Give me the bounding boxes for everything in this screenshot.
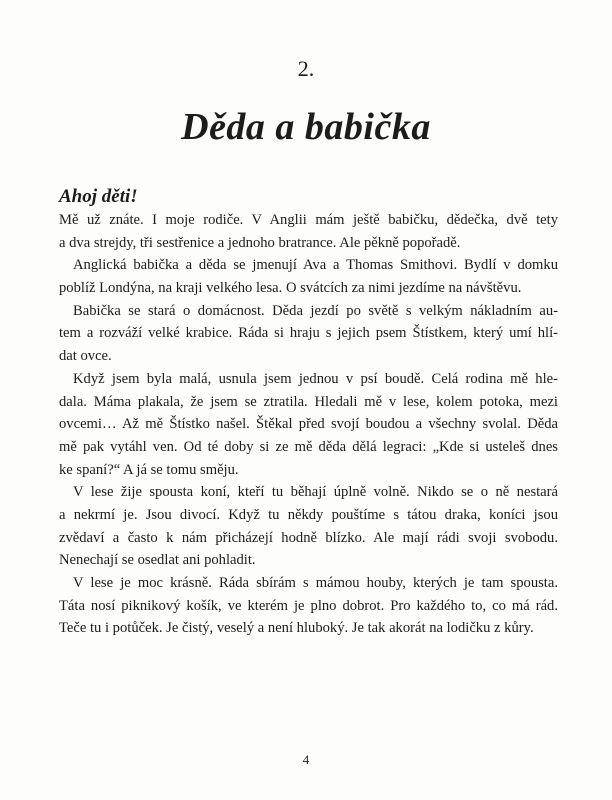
text-line: V lese žije spousta koní, kteří tu běhají úplně volně. Nikdo se o ně nestará: [73, 484, 558, 501]
text-line: mě pak vytáhl ven. Od té doby si ze mě děda dělá legraci: „Kde si usteleš dnes: [59, 438, 558, 455]
page-number: 4: [302, 752, 310, 767]
paragraph-2: [59, 254, 558, 299]
text-line: a dva strejdy, tři sestřenice a jednoho bratrance. Ale pěkně popořadě.: [59, 234, 461, 251]
text-line: ovcemi… Až mě Štístko našel. Štěkal před svojí boudou a všechny svolal. Děda: [59, 416, 558, 433]
text-line: V lese je moc krásně. Ráda sbírám s mámou houby, kterých je tam spousta.: [73, 575, 558, 591]
text-line: dat ovce.: [59, 348, 112, 365]
text-line: Babička se stará o domácnost. Děda jezdí po světě s velkým nákladním au-: [73, 302, 558, 319]
greeting-heading: Ahoj děti!: [59, 186, 138, 207]
paragraph-3: [59, 300, 558, 368]
text-line: ke spaní?“ A já se tomu směju.: [59, 461, 239, 478]
paragraph-1: [59, 209, 558, 254]
body-text: [59, 209, 558, 640]
paragraph-4: [59, 368, 558, 481]
text-line: poblíž Londýna, na kraji velkého lesa. O svátcích za nimi jezdíme na návštěvu.: [59, 280, 522, 297]
text-line: Když jsem byla malá, usnula jsem jednou v psí boudě. Celá rodina mě hle-: [73, 370, 558, 387]
text-line: a nekrmí je. Jsou divocí. Když tu někdy pouštíme s tátou draka, koníci jsou: [59, 506, 558, 523]
chapter-number: 2.: [297, 56, 315, 81]
text-line: Táta nosí piknikový košík, ve kterém je plno dobrot. Pro každého to, co má rád.: [59, 597, 558, 614]
chapter-title: Děda a babička: [181, 106, 431, 148]
paragraph-5: [59, 481, 558, 572]
text-line: Anglická babička a děda se jmenují Ava a Thomas Smithovi. Bydlí v domku: [73, 257, 558, 274]
text-line: zvědaví a často k nám přicházejí hodně blízko. Ale mají rádi svoji svobodu.: [59, 529, 558, 546]
text-line: dala. Máma plakala, že jsem se ztratila. Hledali mě v lese, kolem potoka, mezi: [59, 393, 558, 410]
text-line: Teče tu i potůček. Je čistý, veselý a není hluboký. Je tak akorát na lodičku z kůry.: [59, 620, 534, 637]
text-line: Nenechají se osedlat ani pohladit.: [59, 552, 256, 569]
paragraph-6: [59, 572, 558, 640]
text-line: tem a rozváží velké krabice. Ráda si hraju s jejich psem Štístkem, který umí hlí-: [59, 325, 558, 342]
text-line: Mě už znáte. I moje rodiče. V Anglii mám ještě babičku, dědečka, dvě tety: [59, 212, 558, 228]
